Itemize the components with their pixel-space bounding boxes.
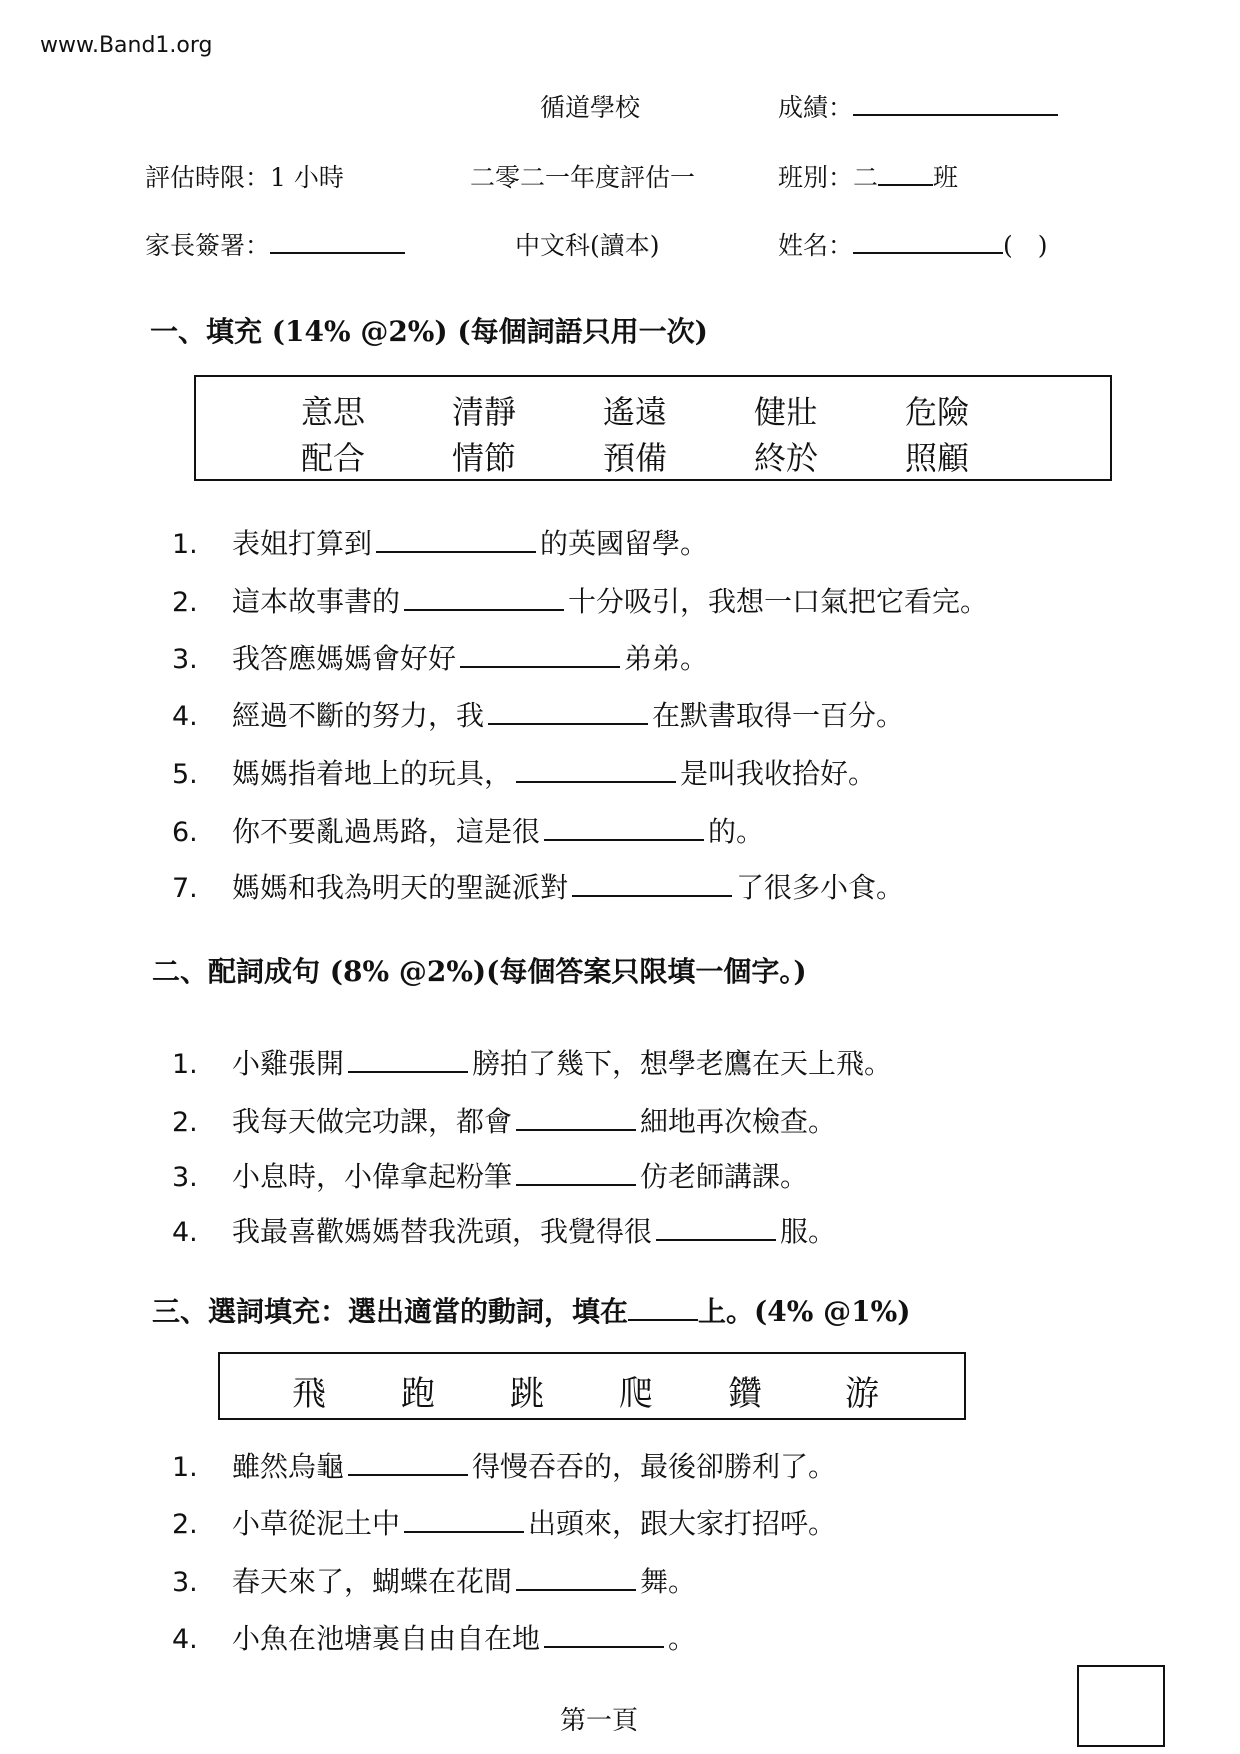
question	[172, 1100, 836, 1140]
question-text: 你不要亂過馬路，這是很	[232, 815, 541, 848]
parent-signature	[145, 226, 405, 262]
question	[172, 1042, 892, 1082]
question-text: 膀拍了幾下，想學老鷹在天上飛。	[472, 1047, 893, 1080]
score-label: 成績：	[778, 93, 854, 122]
question	[172, 1445, 836, 1485]
question-number: 1.	[172, 1049, 198, 1080]
word: 跳	[510, 1374, 544, 1414]
question-text: 舞。	[640, 1565, 697, 1598]
name-field	[778, 226, 1048, 262]
answer-blank[interactable]	[656, 1238, 776, 1241]
question-number: 1.	[172, 529, 198, 560]
name-line	[853, 251, 1003, 254]
question-text: 。	[668, 1622, 697, 1655]
question	[172, 866, 904, 906]
word: 健壯	[754, 393, 819, 431]
answer-blank[interactable]	[404, 1530, 524, 1533]
class-line	[878, 183, 933, 186]
answer-blank[interactable]	[348, 1473, 468, 1476]
question-number: 1.	[172, 1452, 198, 1483]
word: 爬	[619, 1374, 653, 1414]
title-blank	[628, 1318, 698, 1321]
subject: 中文科(讀本)	[515, 231, 660, 260]
question-text: 小草從泥土中	[232, 1507, 401, 1540]
answer-blank[interactable]	[516, 1183, 636, 1186]
question-text: 小魚在池塘裏自由自在地	[232, 1622, 541, 1655]
answer-blank[interactable]	[488, 722, 648, 725]
question-text: 雖然烏龜	[232, 1450, 345, 1483]
section2-title: 二、配詞成句 (8% @2%)(每個答案只限填一個字。)	[152, 955, 807, 988]
score-line	[853, 113, 1058, 116]
class-field	[778, 158, 958, 194]
school-name: 循道學校	[540, 93, 641, 122]
answer-blank[interactable]	[544, 838, 704, 841]
question	[172, 694, 904, 734]
word: 跑	[401, 1374, 435, 1414]
question-text: 表姐打算到	[232, 527, 373, 560]
question-number: 2.	[172, 587, 198, 618]
question-text: 我最喜歡媽媽替我洗頭，我覺得很	[232, 1215, 653, 1248]
question-text: 小息時，小偉拿起粉筆	[232, 1160, 513, 1193]
question-text: 弟弟。	[624, 642, 709, 675]
word-bank-3	[218, 1352, 966, 1420]
name-paren: ( )	[1003, 231, 1048, 260]
question-text: 細地再次檢查。	[640, 1105, 837, 1138]
parent-label: 家長簽署：	[145, 231, 271, 260]
word: 危險	[905, 393, 970, 431]
score-box[interactable]	[1077, 1665, 1165, 1747]
word: 游	[845, 1374, 879, 1414]
question	[172, 580, 988, 620]
answer-blank[interactable]	[516, 780, 676, 783]
question	[172, 1502, 836, 1542]
answer-blank[interactable]	[516, 1588, 636, 1591]
word: 鑽	[728, 1374, 762, 1414]
question-number: 2.	[172, 1509, 198, 1540]
score-field	[778, 88, 1058, 124]
answer-blank[interactable]	[544, 1645, 664, 1648]
question-text: 媽媽指着地上的玩具，	[232, 757, 513, 790]
word: 意思	[301, 393, 366, 431]
question	[172, 1155, 808, 1195]
word: 清靜	[452, 393, 517, 431]
answer-blank[interactable]	[516, 1128, 636, 1131]
parent-line	[270, 251, 405, 254]
question-number: 5.	[172, 759, 198, 790]
question	[172, 1617, 696, 1657]
word: 預備	[603, 439, 668, 477]
word: 照顧	[905, 439, 970, 477]
question-text: 仿老師講課。	[640, 1160, 809, 1193]
question-text: 春天來了，蝴蝶在花間	[232, 1565, 513, 1598]
section3-title	[152, 1290, 910, 1330]
question	[172, 752, 876, 792]
question	[172, 637, 708, 677]
word: 飛	[292, 1374, 326, 1414]
question-text: 得慢吞吞的，最後卻勝利了。	[472, 1450, 837, 1483]
question	[172, 1560, 696, 1600]
question-text: 媽媽和我為明天的聖誕派對	[232, 871, 569, 904]
question	[172, 1210, 836, 1250]
word: 配合	[301, 439, 366, 477]
answer-blank[interactable]	[404, 608, 564, 611]
question	[172, 810, 764, 850]
question-number: 3.	[172, 1567, 198, 1598]
question-number: 4.	[172, 701, 198, 732]
question-number: 2.	[172, 1107, 198, 1138]
question-number: 4.	[172, 1624, 198, 1655]
question-text: 出頭來，跟大家打招呼。	[528, 1507, 837, 1540]
class-label: 班別：二	[778, 163, 879, 192]
question-text: 的英國留學。	[540, 527, 709, 560]
word: 遙遠	[603, 393, 668, 431]
word: 情節	[452, 439, 517, 477]
question-text: 的。	[708, 815, 765, 848]
exam-title: 二零二一年度評估一	[470, 163, 696, 192]
section3-title-a: 三、選詞填充：選出適當的動詞，填在	[152, 1295, 629, 1328]
question-text: 這本故事書的	[232, 585, 401, 618]
question-number: 6.	[172, 817, 198, 848]
question-text: 十分吸引，我想一口氣把它看完。	[568, 585, 989, 618]
question-text: 在默書取得一百分。	[652, 699, 905, 732]
question-text: 我每天做完功課，都會	[232, 1105, 513, 1138]
site-url: www.Band1.org	[40, 33, 213, 58]
question-number: 3.	[172, 1162, 198, 1193]
name-label: 姓名：	[778, 231, 854, 260]
class-suffix: 班	[933, 163, 959, 192]
question-text: 是叫我收拾好。	[680, 757, 877, 790]
answer-blank[interactable]	[572, 894, 732, 897]
section3-title-b: 上。(4% @1%)	[698, 1295, 911, 1328]
question-text: 了很多小食。	[736, 871, 905, 904]
question-text: 我答應媽媽會好好	[232, 642, 457, 675]
question-number: 4.	[172, 1217, 198, 1248]
answer-blank[interactable]	[348, 1070, 468, 1073]
time-limit: 評估時限：1 小時	[145, 163, 344, 192]
word: 終於	[754, 439, 819, 477]
page-number: 第一頁	[560, 1706, 639, 1736]
answer-blank[interactable]	[376, 550, 536, 553]
question	[172, 522, 708, 562]
question-text: 小雞張開	[232, 1047, 345, 1080]
word-bank-1	[194, 375, 1112, 481]
question-text: 經過不斷的努力，我	[232, 699, 485, 732]
question-text: 服。	[780, 1215, 837, 1248]
question-number: 3.	[172, 644, 198, 675]
section1-title: 一、填充 (14% @2%) (每個詞語只用一次)	[150, 315, 708, 348]
question-number: 7.	[172, 873, 198, 904]
answer-blank[interactable]	[460, 665, 620, 668]
